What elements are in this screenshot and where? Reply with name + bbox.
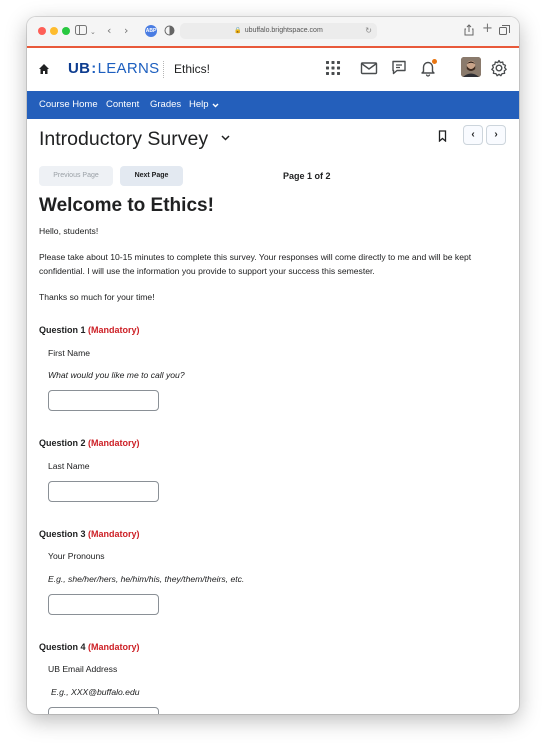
nav-item-content[interactable]: Content	[106, 99, 140, 110]
site-header	[27, 48, 519, 92]
thanks-text: Thanks so much for your time!	[39, 292, 155, 302]
zoom-window-button[interactable]	[62, 27, 70, 35]
email-input[interactable]	[48, 707, 159, 714]
tab-overview-icon[interactable]	[499, 25, 510, 36]
question-3-label: Your Pronouns	[48, 551, 105, 561]
url-text: ubuffalo.brightspace.com	[244, 27, 323, 34]
new-tab-icon[interactable]: +	[482, 21, 493, 36]
next-page-button[interactable]: Next Page	[120, 166, 183, 186]
mandatory-label: (Mandatory)	[88, 438, 140, 448]
adblock-extension-icon[interactable]: ABP	[145, 25, 157, 37]
chevron-down-icon[interactable]: ⌄	[90, 28, 96, 36]
home-icon[interactable]	[37, 62, 51, 76]
question-2-heading: Question 2 (Mandatory)	[39, 438, 140, 448]
privacy-shield-icon[interactable]	[164, 25, 175, 36]
question-4-hint: E.g., XXX@buffalo.edu	[51, 687, 140, 697]
address-bar[interactable]	[180, 23, 377, 39]
minimize-window-button[interactable]	[50, 27, 58, 35]
user-avatar[interactable]	[461, 57, 481, 77]
message-alerts-icon[interactable]	[389, 58, 409, 78]
pronouns-input[interactable]	[48, 594, 159, 615]
browser-window	[27, 17, 519, 714]
share-icon[interactable]	[464, 24, 474, 36]
forward-arrow-icon[interactable]: ›	[124, 24, 129, 37]
chevron-down-icon[interactable]	[212, 103, 219, 108]
lock-icon: 🔒	[234, 28, 242, 34]
course-selector-grid-icon[interactable]	[323, 58, 343, 78]
next-topic-button[interactable]: ›	[486, 125, 506, 145]
sidebar-toggle-icon[interactable]	[75, 25, 89, 36]
settings-gear-icon[interactable]	[489, 58, 509, 78]
close-window-button[interactable]	[38, 27, 46, 35]
question-4-label: UB Email Address	[48, 664, 118, 674]
welcome-heading: Welcome to Ethics!	[39, 195, 214, 216]
last-name-input[interactable]	[48, 481, 159, 502]
bookmark-icon[interactable]	[438, 130, 447, 142]
question-3-hint: E.g., she/her/hers, he/him/his, they/them/theirs, etc.	[48, 574, 245, 584]
course-title[interactable]: Ethics!	[174, 62, 211, 76]
first-name-input[interactable]	[48, 390, 159, 411]
browser-toolbar	[27, 17, 519, 47]
question-1-hint: What would you like me to call you?	[48, 370, 185, 380]
previous-page-button[interactable]: Previous Page	[39, 166, 113, 186]
question-3-heading: Question 3 (Mandatory)	[39, 529, 140, 539]
course-navbar	[27, 91, 519, 119]
header-divider	[163, 61, 165, 78]
reload-icon[interactable]: ↻	[365, 26, 372, 35]
mandatory-label: (Mandatory)	[88, 642, 140, 652]
previous-topic-button[interactable]: ‹	[463, 125, 483, 145]
question-2-label: Last Name	[48, 461, 90, 471]
instructions-text: Please take about 10-15 minutes to complete this survey. Your responses will come directly to me and will be kept confidential. I will use the information you provide to support your success this semester.	[39, 252, 472, 276]
mandatory-label: (Mandatory)	[88, 529, 140, 539]
page-title: Introductory Survey	[39, 128, 209, 150]
email-icon[interactable]	[359, 58, 379, 78]
ub-learns-logo[interactable]: UB:LEARNS	[68, 60, 160, 77]
title-chevron-down-icon[interactable]	[221, 135, 230, 141]
back-arrow-icon[interactable]: ‹	[107, 24, 112, 37]
question-1-label: First Name	[48, 348, 91, 358]
question-4-heading: Question 4 (Mandatory)	[39, 642, 140, 652]
nav-item-help[interactable]: Help	[189, 99, 209, 110]
nav-item-course-home[interactable]: Course Home	[39, 99, 98, 110]
mandatory-label: (Mandatory)	[88, 325, 140, 335]
question-1-heading: Question 1 (Mandatory)	[39, 325, 140, 335]
nav-item-grades[interactable]: Grades	[150, 99, 182, 110]
greeting-text: Hello, students!	[39, 226, 99, 236]
page-indicator: Page 1 of 2	[283, 171, 331, 181]
notification-dot	[432, 59, 437, 64]
